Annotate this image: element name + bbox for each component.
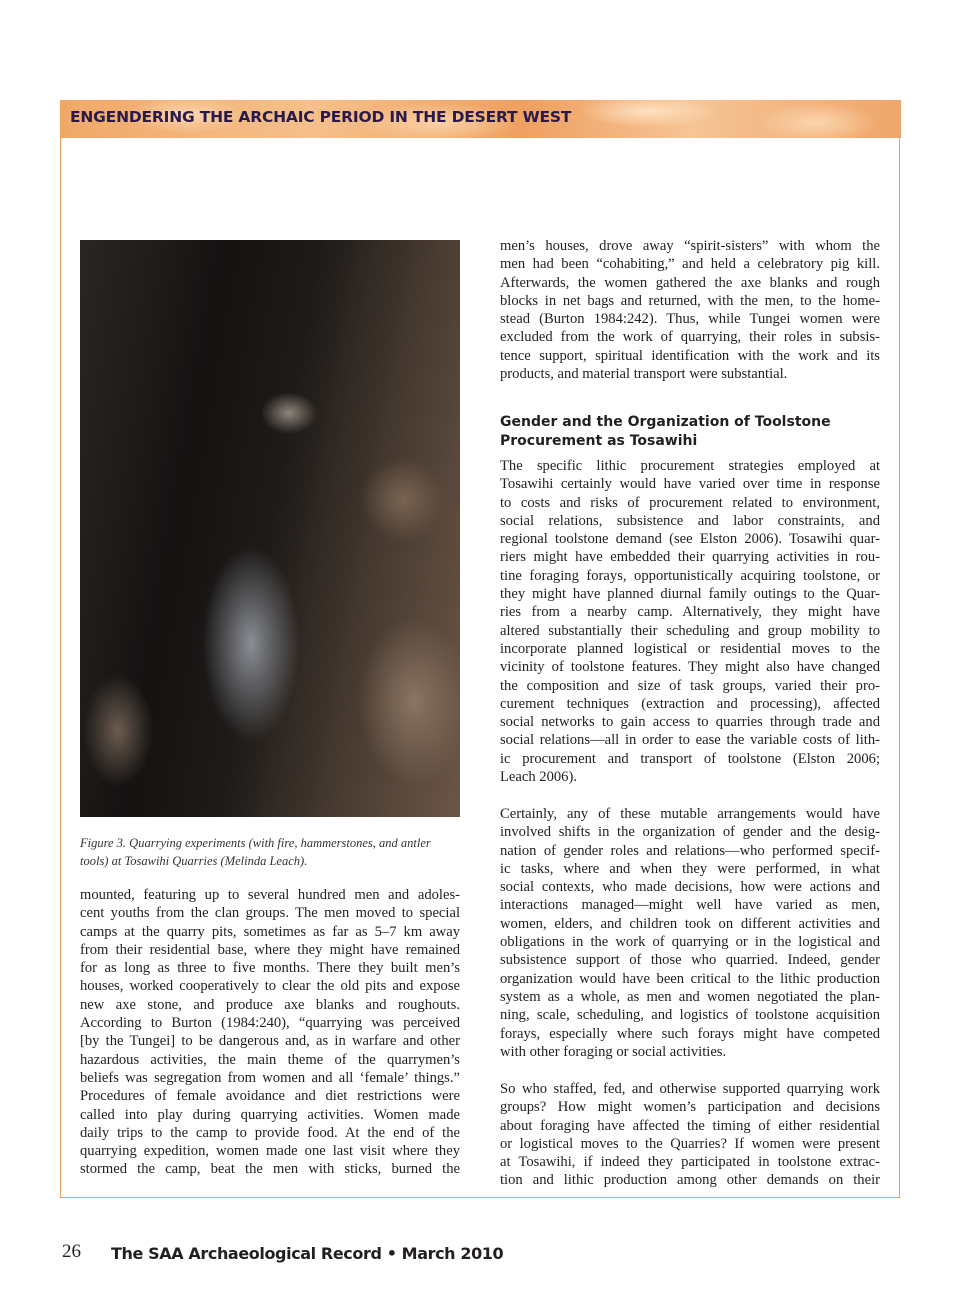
text-line: subsistence support of those who quarried. Indeed, gender — [500, 952, 880, 969]
text-line: social relations, subsistence and labor constraints, and — [500, 512, 880, 529]
text-line: Afterwards, the women gathered the axe blanks and rough — [500, 274, 880, 291]
text-line: altered substantially their scheduling and group mobility to — [500, 622, 880, 639]
text-line: [by the Tungei] to be dangerous and, as in warfare and other — [80, 1033, 460, 1050]
text-line: obligations in the work of quarrying or in the logistical and — [500, 934, 880, 951]
text-line: about foraging have affected the timing of either residential — [500, 1117, 880, 1134]
text-line: vicinity of toolstone features. They might also have changed — [500, 659, 880, 676]
text-line: Leach 2006). — [500, 769, 577, 786]
text-line: ries from a nearby camp. Alternatively, they might have — [500, 604, 880, 621]
caption-line: Figure 3. Quarrying experiments (with fire, hammerstones, and antler — [80, 836, 431, 850]
caption-line: tools) at Tosawihi Quarries (Melinda Leach). — [80, 854, 308, 868]
text-line: they might have planned diurnal family outings to the Quar- — [500, 586, 880, 603]
figure-caption — [80, 834, 470, 870]
body-paragraph — [500, 1080, 880, 1190]
text-line: interactions managed—might well have varied as men, — [500, 897, 880, 914]
text-line: the composition and size of task groups, varied their pro- — [500, 677, 880, 694]
text-line: with other foraging or social activities. — [500, 1043, 727, 1060]
text-line: nation of gender roles and relations—who performed specif- — [500, 842, 880, 859]
text-line: system as a whole, as men and women negotiated the plan- — [500, 988, 880, 1005]
text-line: social contexts, who made decisions, how were actions and — [500, 879, 880, 896]
text-line: social relations—all in order to ease the variable costs of lith- — [500, 732, 880, 749]
text-line: to costs and risks of procurement related to environment, — [500, 494, 880, 511]
heading-line: Procurement as Tosawihi — [500, 432, 698, 449]
text-line: quarrying expedition, women made one last visit where they — [80, 1143, 460, 1160]
body-paragraph — [500, 805, 880, 1061]
text-line: riers might have embedded their quarrying activities in rou- — [500, 549, 880, 566]
text-line: curement techniques (extraction and processing), affected — [500, 695, 880, 712]
text-line: or logistical moves to the Quarries? If women were present — [500, 1135, 880, 1152]
text-line: hazardous activities, the main theme of the quarrymen’s — [80, 1051, 460, 1068]
page-number: 26 — [62, 1241, 81, 1262]
text-line: called into play during quarrying activities. Women made — [80, 1106, 460, 1123]
text-line: Tosawihi certainly would have varied over time in response — [500, 476, 880, 493]
text-line: stead (Burton 1984:242). Thus, while Tungei women were — [500, 311, 880, 328]
text-line: tion and lithic production among other demands on their — [500, 1172, 880, 1189]
text-line: new axe stone, and produce axe blanks and roughouts. — [80, 996, 460, 1013]
text-line: products, and material transport were substantial. — [500, 366, 788, 383]
text-line: camps at the quarry pits, sometimes as far as 5–7 km away — [80, 923, 460, 940]
text-line: regional toolstone demand (see Elston 2006). Tosawihi quar- — [500, 531, 880, 548]
text-line: excluded from the work of quarrying, their roles in subsis- — [500, 329, 880, 346]
text-line: incorporate planned logistical or residential moves to the — [500, 640, 880, 657]
text-line: men had been “cohabiting,” and held a celebratory pig kill. — [500, 256, 880, 273]
text-line: stormed the camp, beat the men with sticks, burned the — [80, 1161, 460, 1178]
text-line: cent youths from the clan groups. The men moved to special — [80, 905, 460, 922]
text-line: Procedures of female avoidance and diet restrictions were — [80, 1088, 460, 1105]
text-line: houses, worked cooperatively to clear the old pits and expose — [80, 978, 460, 995]
text-line: Certainly, any of these mutable arrangements would have — [500, 806, 880, 822]
text-line: So who staffed, fed, and otherwise supported quarrying work — [500, 1081, 880, 1097]
text-line: men’s houses, drove away “spirit-sisters” with whom the — [500, 238, 880, 254]
text-line: women, elders, and children took on different activities and — [500, 915, 880, 932]
text-line: involved shifts in the organization of gender and the desig- — [500, 824, 880, 841]
text-line: from their residential base, where they might have remained — [80, 941, 460, 958]
text-line: organization would have been critical to the lithic production — [500, 970, 880, 987]
section-title: ENGENDERING THE ARCHAIC PERIOD IN THE DESERT WEST — [70, 108, 572, 126]
text-line: blocks in net bags and returned, with the men, to the home- — [500, 292, 880, 309]
text-line: mounted, featuring up to several hundred men and adoles- — [80, 887, 460, 903]
text-line: for as long as three to five months. There they built men’s — [80, 960, 460, 977]
body-paragraph — [500, 457, 880, 786]
figure-photo-quarry — [80, 240, 460, 817]
text-line: tine foraging forays, opportunistically acquiring toolstone, or — [500, 567, 880, 584]
heading-line: Gender and the Organization of Toolstone — [500, 414, 831, 430]
text-line: at Tosawihi, if indeed they participated in toolstone extrac- — [500, 1154, 880, 1171]
text-line: ic procurement and transport of toolstone (Elston 2006; — [500, 750, 880, 767]
text-line: forays, especially where such forays might have competed — [500, 1025, 880, 1042]
text-line: groups? How might women’s participation and decisions — [500, 1099, 880, 1116]
text-line: daily trips to the camp to provide food. At the end of the — [80, 1124, 460, 1141]
publication-footer: The SAA Archaeological Record • March 2010 — [111, 1244, 504, 1263]
text-line: social networks to gain access to quarries through trade and — [500, 714, 880, 731]
text-line: The specific lithic procurement strategies employed at — [500, 458, 880, 474]
section-heading — [500, 413, 880, 450]
text-line: tence support, spiritual identification with the work and its — [500, 347, 880, 364]
text-line: According to Burton (1984:240), “quarrying was perceived — [80, 1015, 460, 1032]
text-line: beliefs was segregation from women and all ‘female’ things.” — [80, 1069, 460, 1086]
body-paragraph — [500, 237, 880, 383]
text-line: ning, scale, scheduling, and logistics of toolstone acquisition — [500, 1007, 880, 1024]
left-paragraph — [80, 886, 460, 1179]
section-header-band — [60, 100, 901, 138]
text-line: ic tasks, where and when they were performed, in what — [500, 860, 880, 877]
